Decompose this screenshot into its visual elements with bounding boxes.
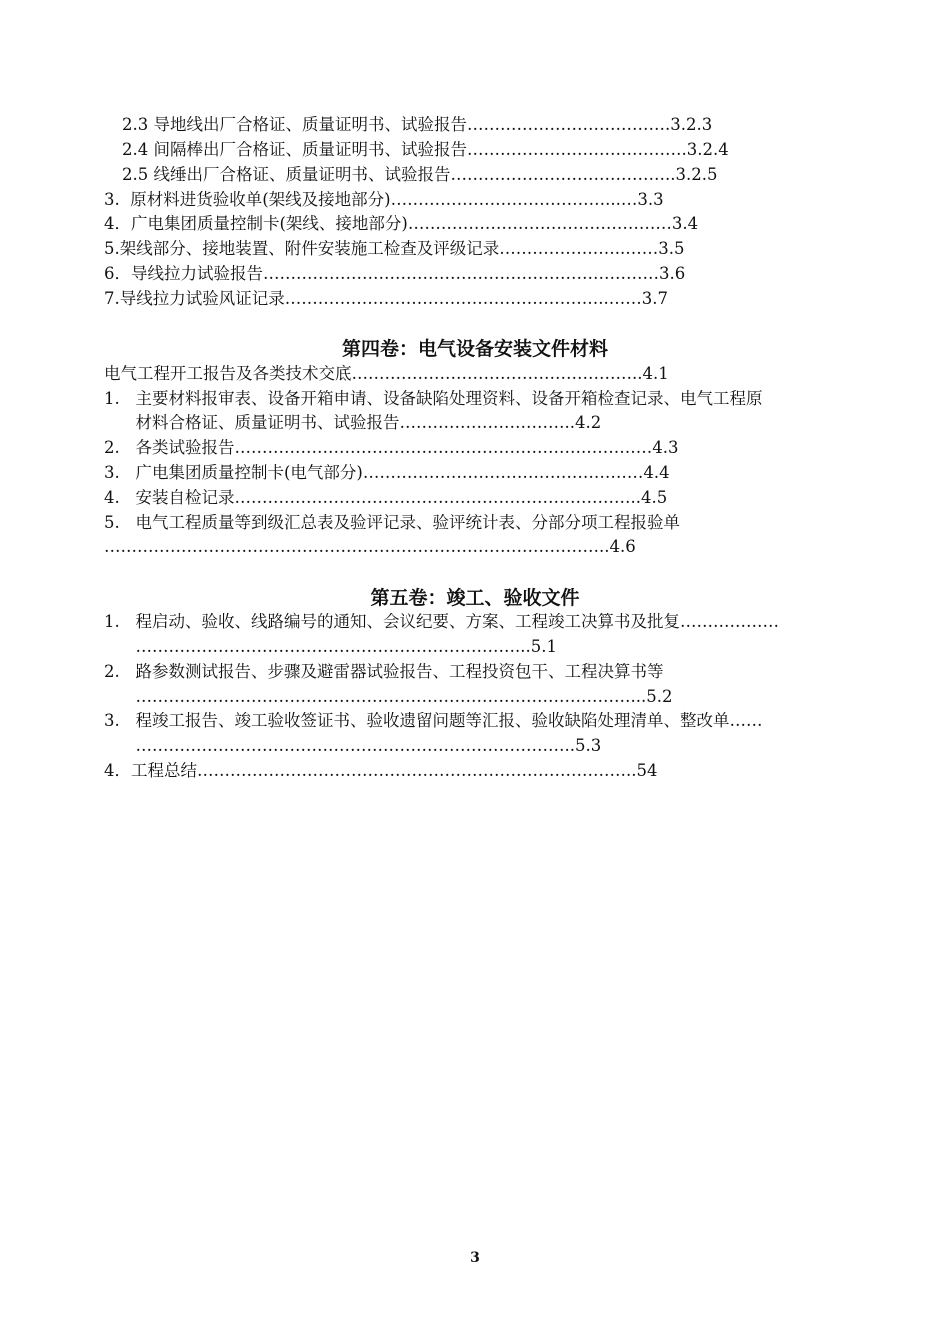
toc-entry: 4．工程总结……………………………………………………………………..54	[104, 761, 658, 780]
toc-entry: ……………………………………………………………………..5.3	[104, 736, 602, 755]
toc-entry: 材料合格证、质量证明书、试验报告…………………………..4.2	[104, 413, 602, 432]
toc-entry: 4．广电集团质量控制卡(架线、接地部分)…………………………………………3.4	[104, 214, 699, 233]
page-number: 3	[470, 1250, 480, 1266]
volume-5-heading: 第五卷：竣工、验收文件	[370, 587, 580, 609]
toc-entry: 2.5 线缍出厂合格证、质量证明书、试验报告…………………………………..3.2.5	[122, 165, 718, 184]
toc-entry: 1. 主要材料报审表、设备开箱申请、设备缺陷处理资料、设备开箱检查记录、电气工程原	[104, 389, 763, 408]
toc-entry: 2. 各类试验报告……………………………………………………….…………4.3	[104, 438, 679, 457]
toc-entry: 3. 程竣工报告、竣工验收签证书、验收遗留问题等汇报、验收缺陷处理清单、整改单……	[104, 711, 763, 730]
toc-entry: 2.4 间隔棒出厂合格证、质量证明书、试验报告………………………………….3.2.4	[122, 140, 729, 159]
toc-entry: 4. 安装自检记录………………………………………………………………..4.5	[104, 488, 668, 507]
toc-entry: 5. 电气工程质量等到级汇总表及验评记录、验评统计表、分部分项工程报验单	[104, 513, 680, 532]
toc-entry: ………………………………………………………………………………..4.6	[104, 537, 636, 556]
toc-entry: 电气工程开工报告及各类技术交底……………………………………………..4.1	[104, 364, 669, 383]
volume-4-heading: 第四卷：电气设备安装文件材料	[341, 338, 608, 360]
toc-entry: ………………………………………………………………………………...5.2	[104, 687, 673, 706]
toc-entry: 3. 原材料进货验收单(架线及接地部分)…………………………………...…3.3	[104, 190, 664, 209]
toc-entry: 6．导线拉力试验报告………………………………………………………………3.6	[104, 264, 686, 283]
toc-entry: 1. 程启动、验收、线路编号的通知、会议纪要、方案、工程竣工决算书及批复………………	[104, 612, 779, 631]
toc-entry: ……………………………………………………………...5.1	[104, 637, 557, 656]
toc-entry: 5.架线部分、接地装置、附件安装施工检查及评级记录…………………..……3.5	[104, 239, 685, 258]
toc-entry: 7.导线拉力试验风证记录…………………………………………………..……3.7	[104, 289, 668, 308]
toc-entry: 3. 广电集团质量控制卡(电气部分)……………………………………………4.4	[104, 463, 670, 482]
toc-entry: 2. 路参数测试报告、步骤及避雷器试验报告、工程投资包干、工程决算书等	[104, 662, 664, 681]
toc-entry: 2.3 导地线出厂合格证、质量证明书、试验报告……………………………….3.2.3	[122, 115, 713, 134]
